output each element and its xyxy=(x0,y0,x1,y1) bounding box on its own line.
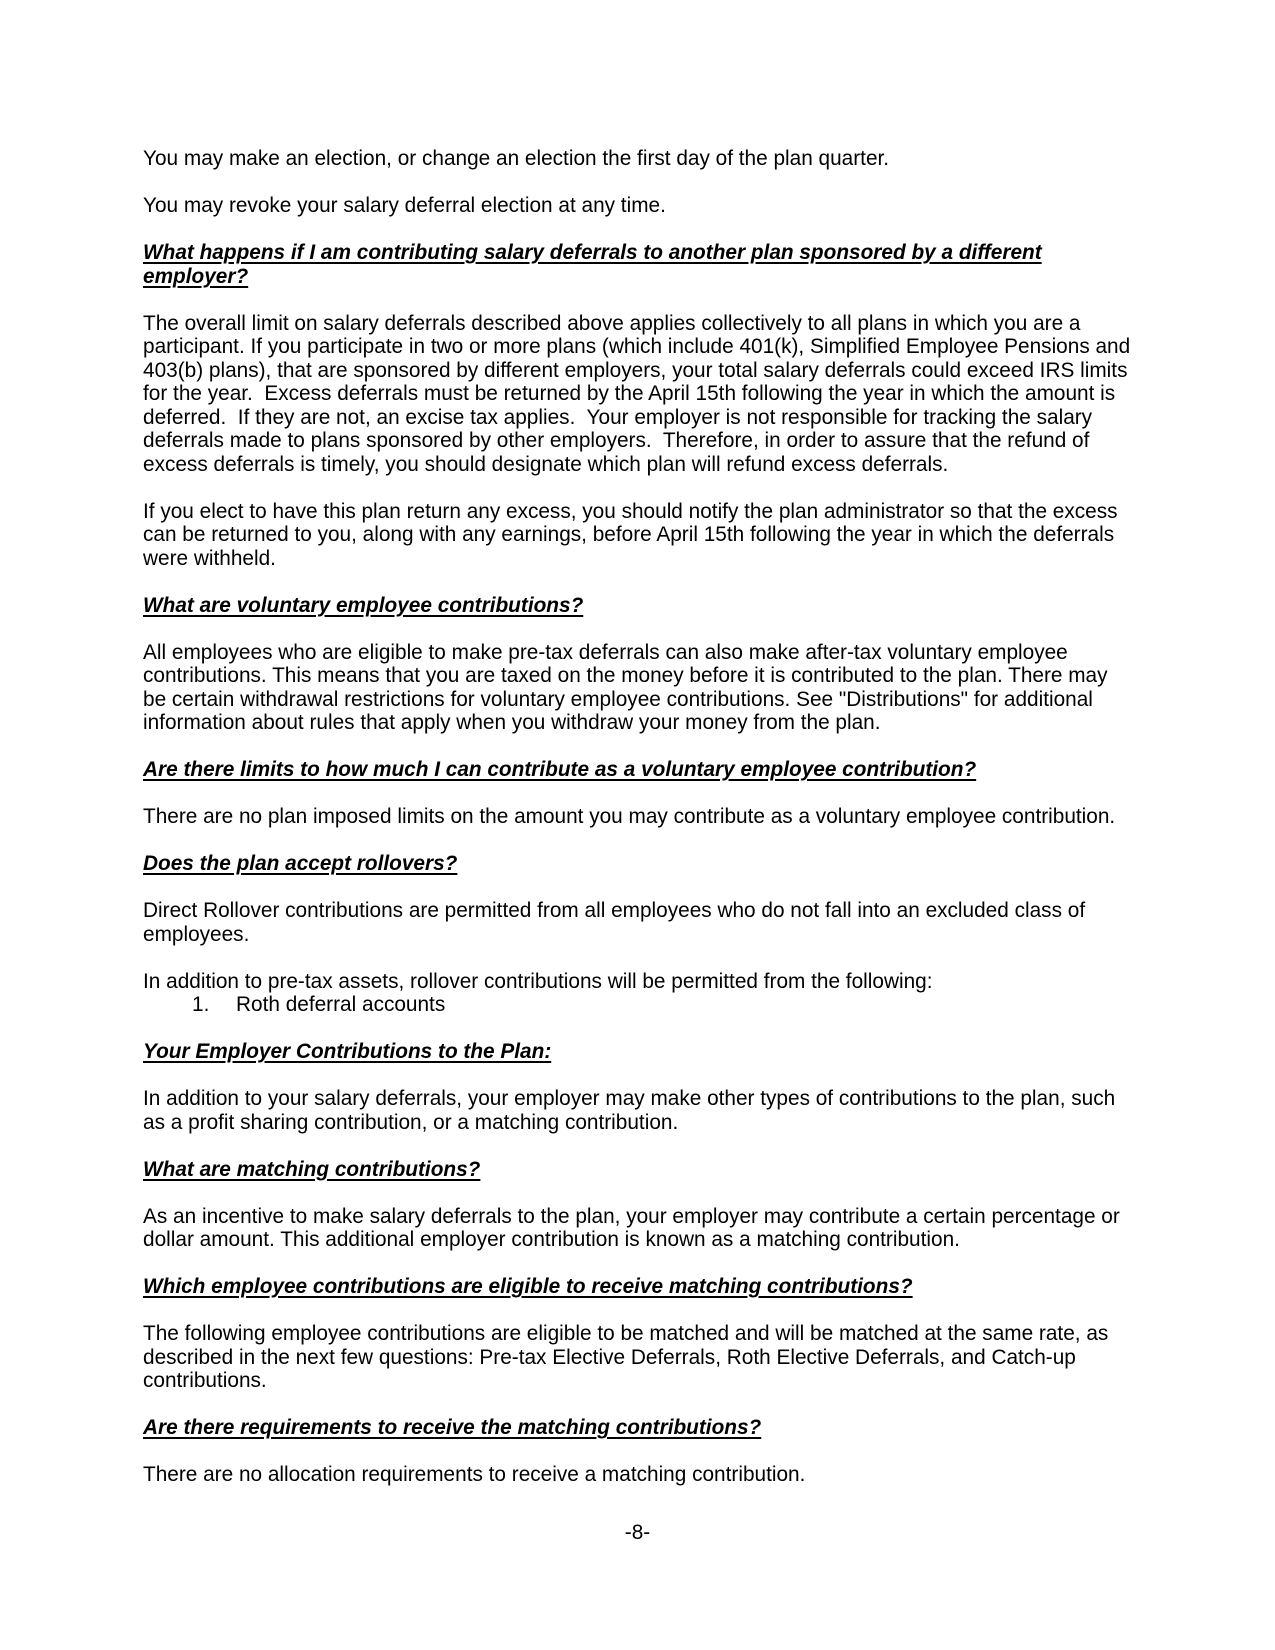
paragraph-election-change: You may make an election, or change an election the first day of the plan quarter. xyxy=(143,147,890,170)
paragraph-employer-contribution-types: In addition to your salary deferrals, your employer may make other types of contributions to the plan, such as a profit sharing contribution, or a matching contribution. xyxy=(143,1087,1121,1134)
list-item-label: Roth deferral accounts xyxy=(236,993,446,1016)
section-heading-match-requirements: Are there requirements to receive the matching contributions? xyxy=(143,1416,762,1439)
section-heading-employer-contributions: Your Employer Contributions to the Plan: xyxy=(143,1040,552,1063)
section-heading-other-plan-deferrals: What happens if I am contributing salary deferrals to another plan sponsored by a different employer? xyxy=(143,241,1042,288)
paragraph-revoke-election: You may revoke your salary deferral election at any time. xyxy=(143,194,666,217)
section-heading-matching-contributions: What are matching contributions? xyxy=(143,1157,481,1181)
paragraph-matching-incentive: As an incentive to make salary deferrals to the plan, your employer may contribute a certain percentage or dollar amount. This additional employer contribution is known as a matching contribution. xyxy=(143,1204,1126,1251)
paragraph-overall-limit: The overall limit on salary deferrals described above applies collectively to all plans in which you are a participant. If you participate in two or more plans (which include 401(k), Simplified Employee Pensions and 403(b) plans), that are sponsored by different employers, your total salary deferrals could exceed IRS limits for the year. Excess deferrals must be returned by the April 15th following the year in which the amount is deferred. If they are not, an excise tax applies. Your employer is not responsible for tracking the salary deferrals made to plans sponsored by other employers. Therefore, in order to assure that the refund of excess deferrals is timely, you should designate which plan will refund excess deferrals. xyxy=(143,311,1136,476)
page-number: -8- xyxy=(624,1521,651,1544)
section-heading-rollovers: Does the plan accept rollovers? xyxy=(143,852,458,875)
list-item-number: 1. xyxy=(192,993,210,1016)
paragraph-no-plan-limits: There are no plan imposed limits on the amount you may contribute as a voluntary employee contribution. xyxy=(143,805,1116,828)
paragraph-matched-contributions: The following employee contributions are eligible to be matched and will be matched at the same rate, as described in the next few questions: Pre-tax Elective Deferrals, Roth Elective Deferrals, and Catch-up contributions. xyxy=(143,1322,1115,1392)
paragraph-no-allocation-requirements: There are no allocation requirements to receive a matching contribution. xyxy=(143,1463,806,1486)
rollover-sources-block xyxy=(143,970,1133,1017)
paragraph-voluntary-contributions: All employees who are eligible to make pre-tax deferrals can also make after-tax voluntary employee contributions. This means that you are taxed on the money before it is contributed to the plan. There may be certain withdrawal restrictions for voluntary employee contributions. See "Distributions" for additional information about rules that apply when you withdraw your money from the plan. xyxy=(143,640,1114,734)
section-heading-voluntary-contributions: What are voluntary employee contributions? xyxy=(143,593,584,617)
paragraph-return-excess: If you elect to have this plan return any excess, you should notify the plan administrator so that the excess can be returned to you, along with any earnings, before April 15th following the year in which the deferrals were withheld. xyxy=(143,499,1124,570)
list-item xyxy=(143,993,1133,1017)
section-heading-voluntary-limits: Are there limits to how much I can contribute as a voluntary employee contribution? xyxy=(143,758,977,781)
paragraph-rollover-permitted: In addition to pre-tax assets, rollover contributions will be permitted from the following: xyxy=(143,969,933,993)
section-heading-eligible-for-match: Which employee contributions are eligible to receive matching contributions? xyxy=(143,1275,913,1298)
paragraph-direct-rollover: Direct Rollover contributions are permitted from all employees who do not fall into an excluded class of employees. xyxy=(143,899,1091,946)
